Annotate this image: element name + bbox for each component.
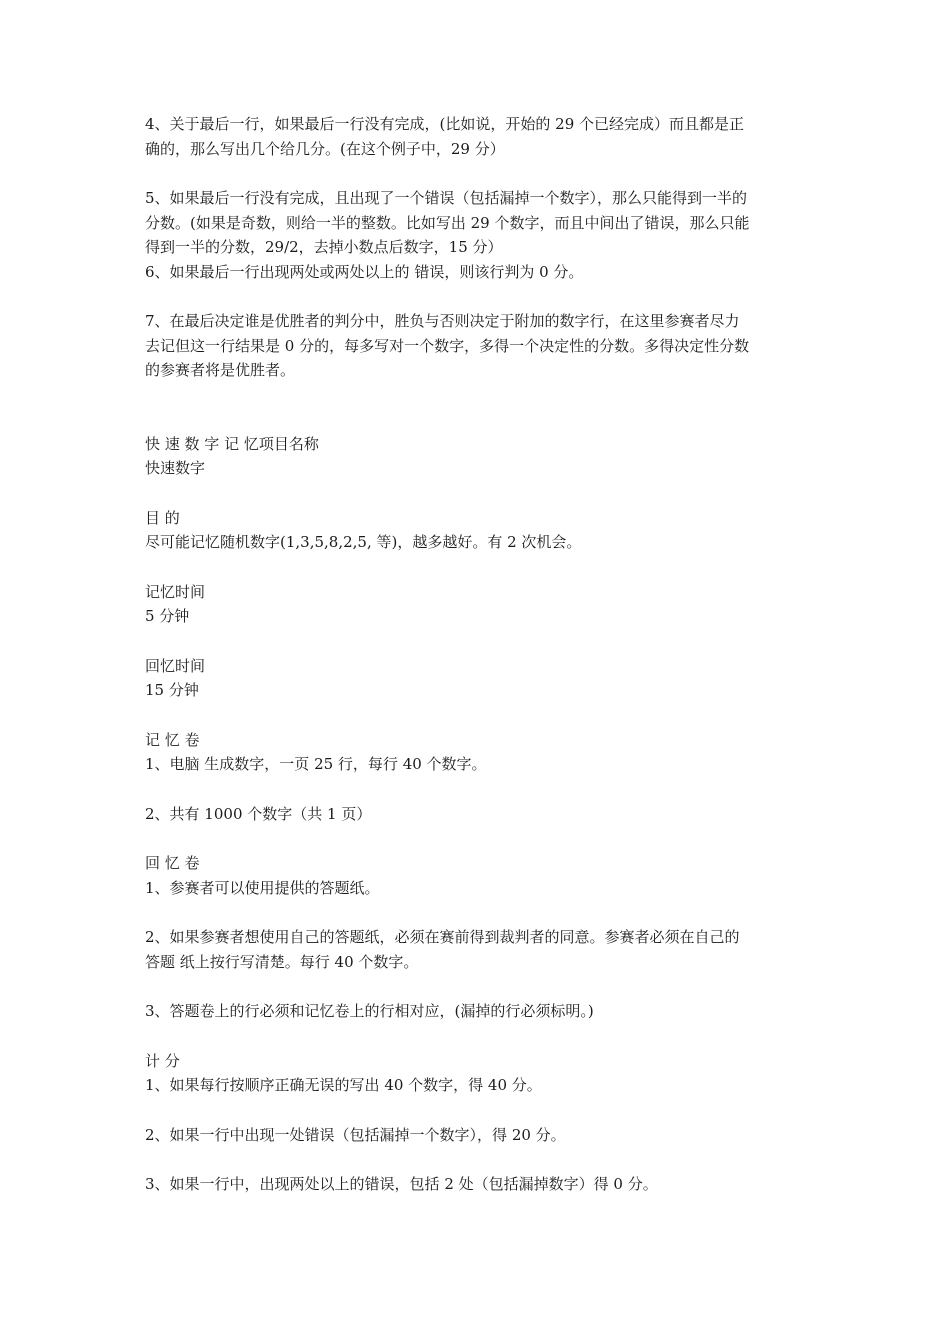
purpose-section — [145, 506, 810, 555]
recall-paper-item: 1、参赛者可以使用提供的答题纸。 — [145, 878, 380, 897]
memory-paper-item: 1、电脑 生成数字，一页 25 行，每行 40 个数字。 — [145, 755, 487, 773]
event-section — [145, 432, 810, 481]
recall-paper-item: 3、答题卷上的行必须和记忆卷上的行相对应，(漏掉的行必须标明。) — [145, 1002, 594, 1020]
memorize-time-heading: 记忆时间 — [145, 582, 206, 601]
recall-time-heading: 回忆时间 — [145, 656, 206, 675]
recall-time-section — [145, 654, 810, 703]
event-heading: 快 速 数 字 记 忆项目名称 — [145, 434, 319, 453]
text-line: 7、在最后决定谁是优胜者的判分中，胜负与否则决定于附加的数字行，在这里参赛者尽力 — [145, 312, 740, 330]
scoring-item: 2、如果一行中出现一处错误（包括漏掉一个数字），得 20 分。 — [145, 1125, 566, 1144]
rule-5 — [145, 186, 810, 260]
text-line: 得到一半的分数，29/2，去掉小数点后数字，15 分） — [145, 238, 503, 256]
document-body — [145, 112, 810, 1197]
recall-paper-section — [145, 851, 810, 1024]
text-line: 去记但这一行结果是 0 分的，每多写对一个数字，多得一个决定性的分数。多得决定性分数 — [145, 336, 750, 355]
rule-4 — [145, 112, 810, 161]
rule-6 — [145, 260, 810, 285]
purpose-heading: 目 的 — [145, 508, 180, 527]
purpose-text: 尽可能记忆随机数字(1,3,5,8,2,5, 等)，越多越好。有 2 次机会。 — [145, 533, 582, 551]
recall-paper-heading: 回 忆 卷 — [145, 854, 200, 872]
memory-paper-heading: 记 忆 卷 — [145, 730, 200, 749]
rule-7 — [145, 309, 810, 383]
text-line: 的参赛者将是优胜者。 — [145, 361, 296, 379]
scoring-item: 3、如果一行中，出现两处以上的错误，包括 2 处（包括漏掉数字）得 0 分。 — [145, 1175, 658, 1193]
memorize-time-section — [145, 580, 810, 629]
text-line: 分数。(如果是奇数，则给一半的整数。比如写出 29 个数字，而且中间出了错误，那么只能 — [145, 213, 750, 232]
text-line: 5、如果最后一行没有完成，且出现了一个错误（包括漏掉一个数字），那么只能得到一半的 — [145, 189, 748, 207]
recall-time-value: 15 分钟 — [145, 681, 199, 699]
event-name: 快速数字 — [145, 459, 206, 477]
memory-paper-item: 2、共有 1000 个数字（共 1 页） — [145, 804, 372, 823]
recall-paper-item: 2、如果参赛者想使用自己的答题纸，必须在赛前得到裁判者的同意。参赛者必须在自己的 — [145, 928, 740, 946]
scoring-item: 1、如果每行按顺序正确无误的写出 40 个数字，得 40 分。 — [145, 1076, 542, 1094]
scoring-section — [145, 1049, 810, 1197]
scoring-heading: 计 分 — [145, 1051, 180, 1070]
recall-paper-item: 答题 纸上按行写清楚。每行 40 个数字。 — [145, 952, 419, 971]
text-line: 确的，那么写出几个给几分。(在这个例子中，29 分） — [145, 139, 505, 158]
memorize-time-value: 5 分钟 — [145, 607, 190, 625]
text-line: 4、关于最后一行，如果最后一行没有完成，(比如说，开始的 29 个已经完成）而且都是正 — [145, 115, 745, 133]
memory-paper-section — [145, 728, 810, 827]
text-line: 6、如果最后一行出现两处或两处以上的 错误，则该行判为 0 分。 — [145, 262, 584, 281]
